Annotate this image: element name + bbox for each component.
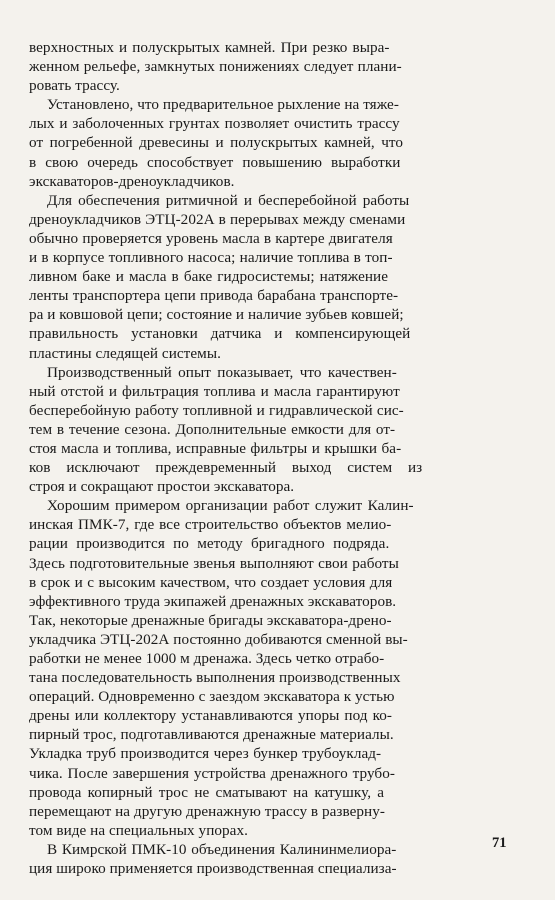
text-line: ция широко применяется производственная специализа- bbox=[29, 860, 397, 878]
text-line: Для обеспечения ритмичной и бесперебойной работы bbox=[47, 191, 410, 209]
text-line: Укладка труб производится через бункер трубоуклад- bbox=[29, 745, 382, 763]
text-line: В Кимрской ПМК-10 объединения Калининмелиора- bbox=[47, 840, 397, 858]
text-line: стоя масла и топлива, исправные фильтры и крышки ба- bbox=[29, 439, 402, 457]
text-line: Установлено, что предварительное рыхление на тяже- bbox=[47, 96, 399, 114]
text-line: перемещают на другую дренажную трассу в разверну- bbox=[29, 802, 385, 820]
text-line: дрены или коллектору устанавливаются упоры под ко- bbox=[29, 707, 393, 725]
text-line: в срок и с высоким качеством, что создает условия для bbox=[29, 573, 393, 591]
text-line: верхностных и полускрытых камней. При резко выра- bbox=[29, 39, 390, 56]
text-line: провода копирный трос не сматывают на катушку, а bbox=[29, 783, 385, 801]
text-line: ков исключают преждевременный выход систем из bbox=[29, 459, 423, 477]
body-text bbox=[29, 38, 521, 878]
text-line: ра и ковшовой цепи; состояние и наличие зубьев ковшей; bbox=[29, 306, 404, 324]
text-line: дреноукладчиков ЭТЦ-202А в перерывах между сменами bbox=[29, 210, 406, 228]
page-number: 71 bbox=[492, 835, 507, 851]
text-line: и в корпусе топливного насоса; наличие топлива в топ- bbox=[29, 249, 393, 267]
text-line: операций. Одновременно с заездом экскаватора к устью bbox=[29, 688, 395, 706]
text-line: строя и сокращают простои экскаватора. bbox=[29, 478, 295, 496]
text-line: чика. После завершения устройства дренажного трубо- bbox=[29, 764, 395, 782]
text-line: укладчика ЭТЦ-202А постоянно добиваются сменной вы- bbox=[29, 630, 408, 648]
text-line: в свою очередь способствует повышению выработки bbox=[29, 153, 401, 171]
text-line: пластины следящей системы. bbox=[29, 344, 221, 362]
text-line: от погребенной древесины и полускрытых камней, что bbox=[29, 134, 404, 152]
text-line: ливном баке и масла в баке гидросистемы; натяжение bbox=[29, 268, 389, 286]
text-line: Так, некоторые дренажные бригады экскаватора-дрено- bbox=[29, 611, 392, 629]
text-line: тем в течение сезона. Дополнительные емкости для от- bbox=[29, 420, 396, 438]
text-line: лых и заболоченных грунтах позволяет очистить трассу bbox=[29, 115, 400, 133]
text-line: ный отстой и фильтрация топлива и масла гарантируют bbox=[29, 382, 400, 400]
text-line: Хорошим примером организации работ служит Калин- bbox=[47, 497, 414, 515]
text-line: инская ПМК-7, где все строительство объектов мелио- bbox=[29, 516, 392, 534]
text-line: том виде на специальных упорах. bbox=[29, 821, 248, 839]
text-line: рации производится по методу бригадного подряда. bbox=[29, 535, 390, 553]
text-line: обычно проверяется уровень масла в картере двигателя bbox=[29, 229, 393, 247]
text-line: ленты транспортера цепи привода барабана транспорте- bbox=[29, 287, 399, 305]
text-line: Здесь подготовительные звенья выполняют свои работы bbox=[29, 554, 399, 572]
text-line: бесперебойную работу топливной и гидравлической сис- bbox=[29, 401, 404, 419]
text-line: женном рельефе, замкнутых понижениях следует плани- bbox=[29, 58, 402, 76]
text-line: правильность установки датчика и компенсирующей bbox=[29, 325, 411, 343]
text-line: эффективного труда экипажей дренажных экскаваторов. bbox=[29, 592, 397, 610]
text-line: пирный трос, подготавливаются дренажные материалы. bbox=[29, 726, 394, 744]
text-line: экскаваторов-дреноукладчиков. bbox=[29, 172, 235, 190]
text-line: ровать трассу. bbox=[29, 77, 120, 95]
text-line: работки не менее 1000 м дренажа. Здесь четко отрабо- bbox=[29, 650, 385, 667]
text-line: Производственный опыт показывает, что качествен- bbox=[47, 363, 397, 381]
text-line: тана последовательность выполнения производственных bbox=[29, 669, 401, 687]
